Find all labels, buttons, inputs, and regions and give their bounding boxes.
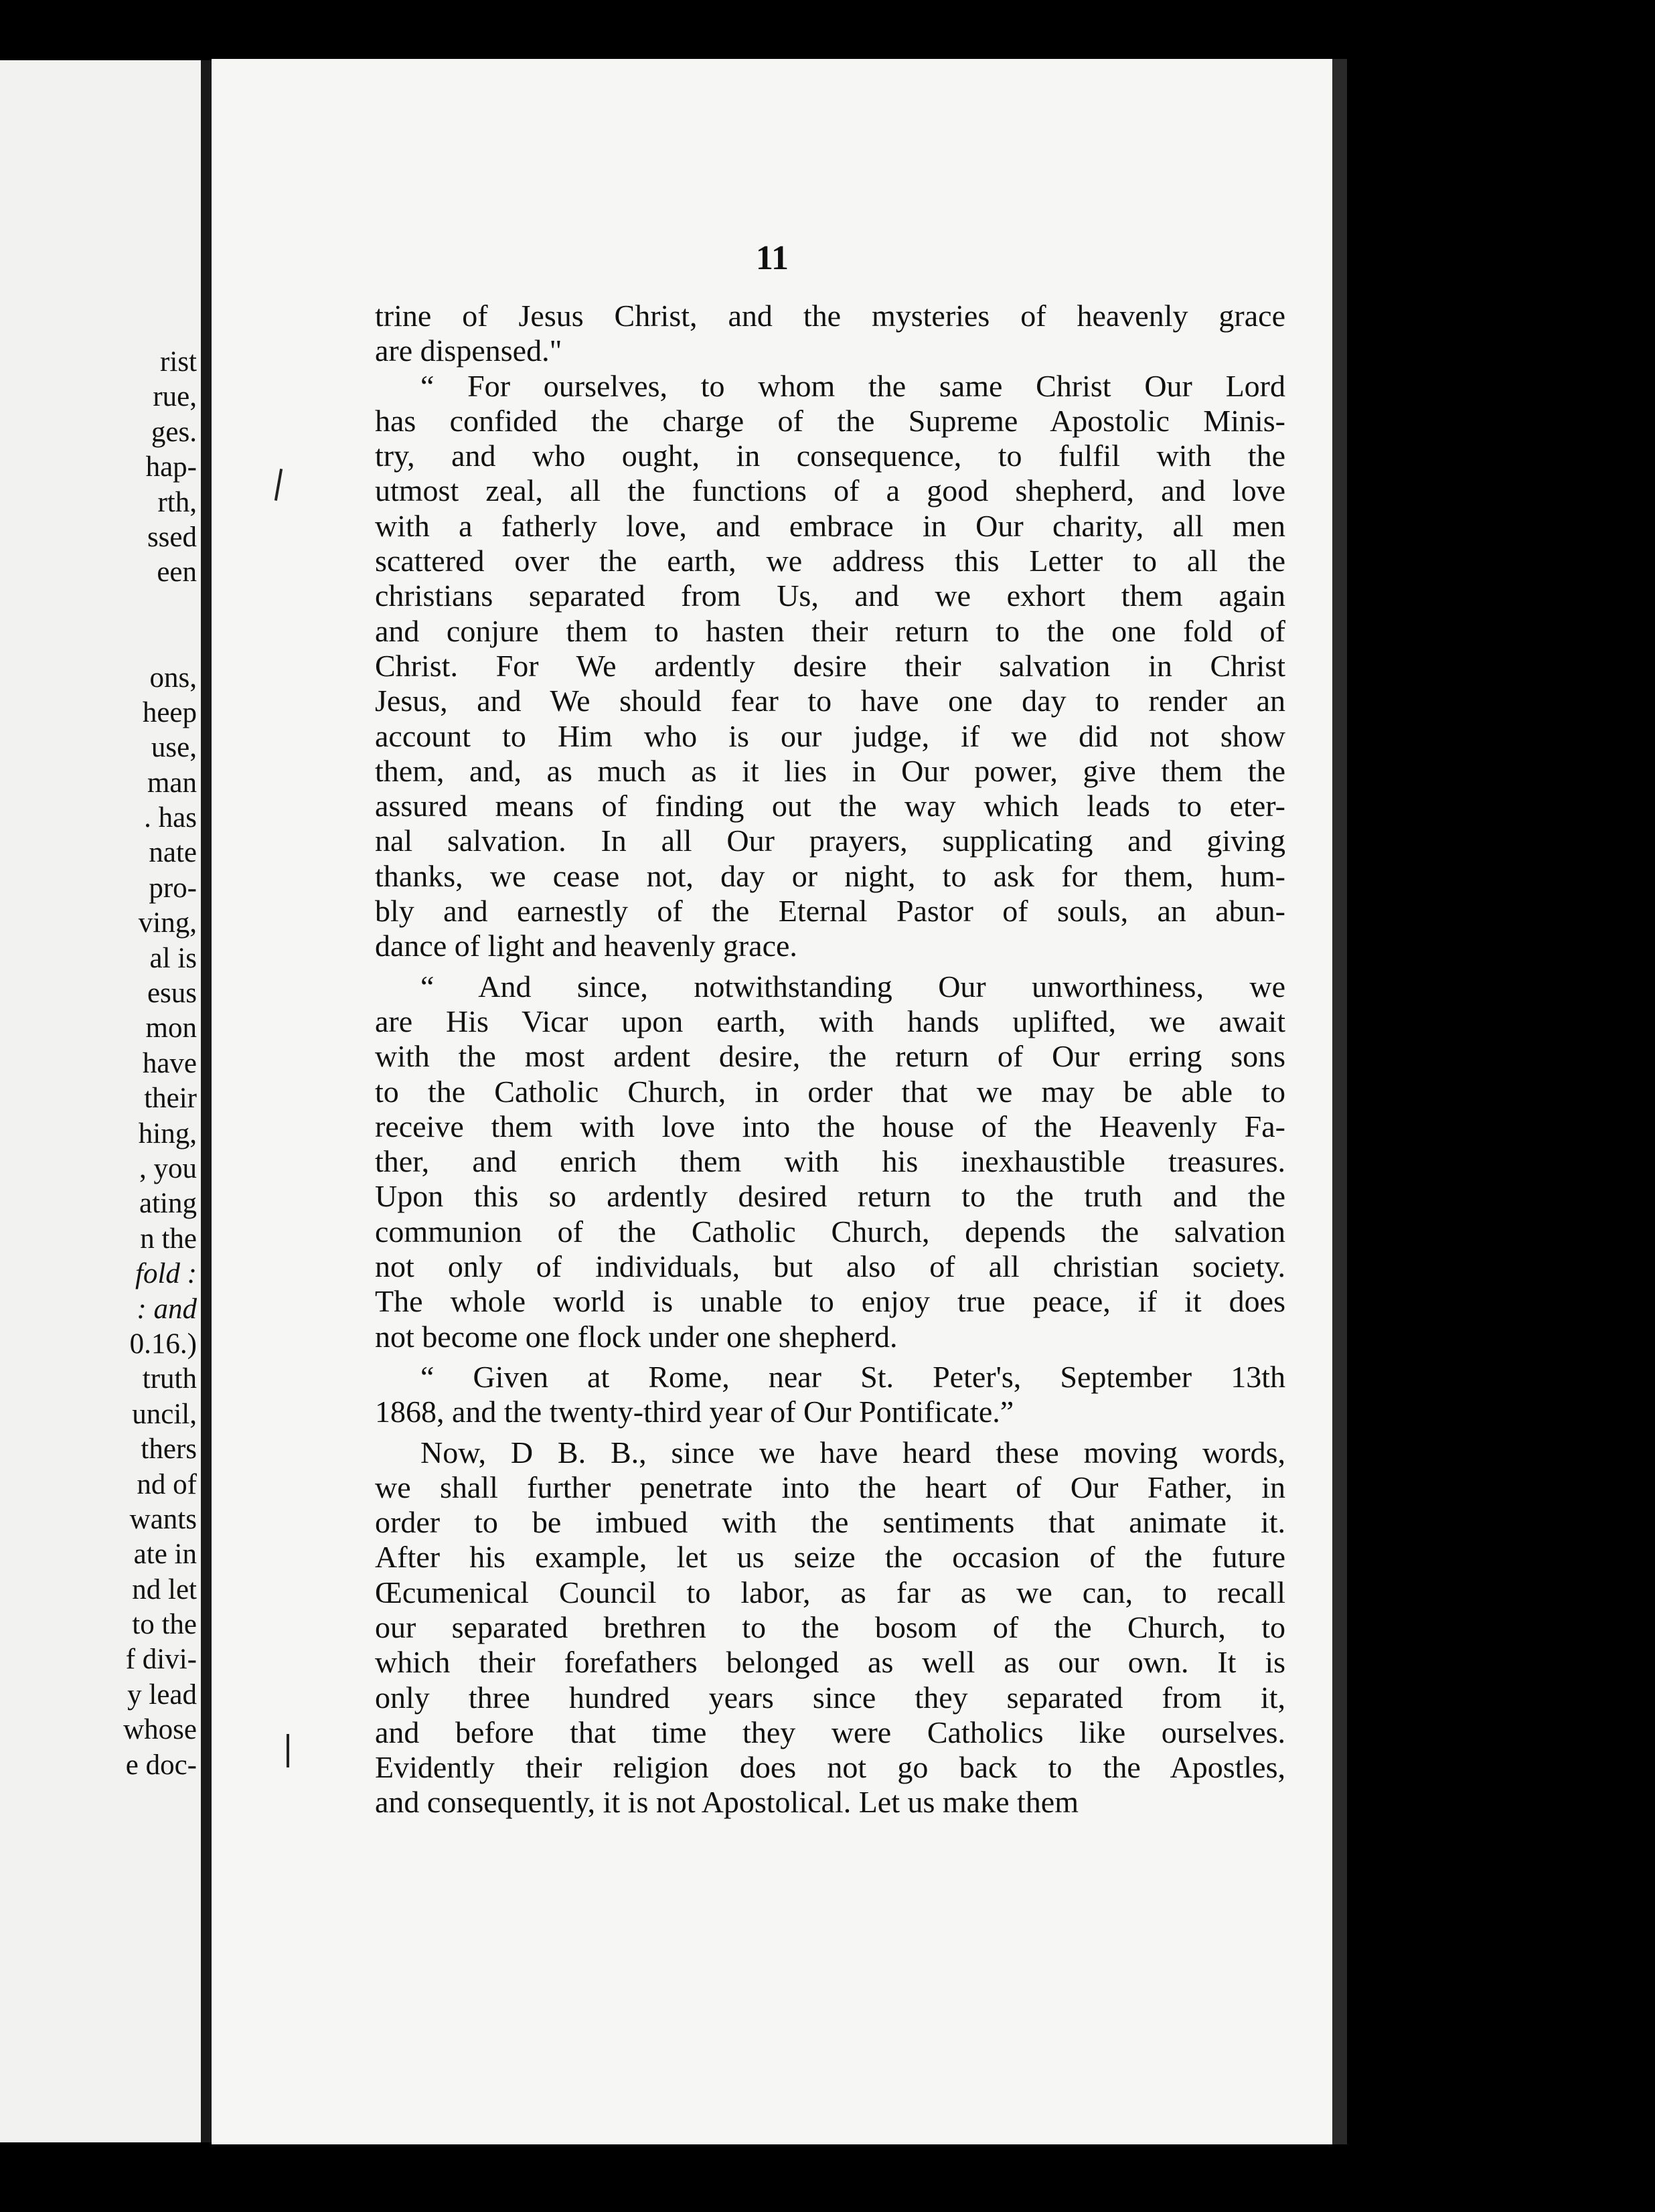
previous-page-line: rist — [160, 346, 197, 378]
paragraph-gap — [375, 1354, 1285, 1360]
previous-page-line: nd of — [137, 1468, 197, 1500]
text-line: are His Vicar upon earth, with hands uplifted, we await — [375, 1004, 1285, 1038]
previous-page-line: n the — [140, 1222, 197, 1255]
text-line: and consequently, it is not Apostolical. Let us make them — [375, 1785, 1079, 1820]
previous-page-line: uncil, — [132, 1398, 197, 1430]
previous-page-line: thers — [141, 1433, 197, 1466]
previous-page-line: y lead — [127, 1678, 197, 1711]
previous-page-line: use, — [151, 732, 197, 764]
previous-page-line: nd let — [132, 1573, 197, 1605]
previous-page-line: whose — [123, 1714, 197, 1746]
previous-page-text — [123, 345, 197, 1783]
text-line: After his example, let us seize the occasion of the future — [375, 1540, 1285, 1575]
book-page — [212, 59, 1340, 2144]
previous-page-line: e doc- — [125, 1749, 197, 1781]
previous-page-line: esus — [147, 977, 197, 1010]
text-line: Jesus, and We should fear to have one day to render an — [375, 684, 1285, 718]
previous-page-line: : and — [137, 1293, 197, 1325]
text-line: Œcumenical Council to labor, as far as we can, to recall — [375, 1575, 1285, 1609]
previous-page-line: their — [144, 1083, 197, 1115]
previous-page-line: , you — [139, 1152, 197, 1184]
text-line: 1868, and the twenty-third year of Our Pontificate.” — [375, 1395, 1014, 1429]
text-line: ther, and enrich them with his inexhaustible treasures. — [375, 1144, 1285, 1179]
text-line: and before that time they were Catholics like ourselves. — [375, 1715, 1285, 1749]
previous-page-line: heep — [142, 696, 197, 728]
text-line: “ Given at Rome, near St. Peter's, September 13th — [420, 1359, 1285, 1394]
previous-page-line: een — [157, 556, 197, 588]
scan-mark — [287, 1734, 289, 1767]
text-line: with a fatherly love, and embrace in Our charity, all men — [375, 508, 1285, 543]
text-line: communion of the Catholic Church, depends the salvation — [375, 1214, 1285, 1249]
previous-page-line: fold : — [135, 1258, 197, 1290]
page-body-text — [375, 299, 1285, 1820]
text-line: to the Catholic Church, in order that we may be able to — [375, 1074, 1285, 1109]
text-line: nal salvation. In all Our prayers, supplicating and giving — [375, 823, 1285, 858]
text-line: “ For ourselves, to whom the same Christ Our Lord — [420, 368, 1285, 403]
text-line: utmost zeal, all the functions of a good shepherd, and love — [375, 473, 1285, 508]
previous-page-line: to the — [132, 1609, 197, 1641]
previous-page-line: hing, — [138, 1117, 197, 1150]
text-line: “ And since, notwithstanding Our unworthiness, we — [420, 969, 1285, 1004]
previous-page-line: hap- — [145, 451, 197, 483]
text-line: thanks, we cease not, day or night, to ask for them, hum- — [375, 858, 1285, 893]
text-line: them, and, as much as it lies in Our power, give them the — [375, 753, 1285, 788]
paragraph-gap — [375, 964, 1285, 969]
previous-page-line: pro- — [149, 872, 197, 904]
text-line: Now, D B. B., since we have heard these moving words, — [420, 1435, 1285, 1470]
previous-page-line — [123, 590, 197, 625]
previous-page-line: truth — [142, 1363, 197, 1395]
text-line: not only of individuals, but also of all christian society. — [375, 1249, 1285, 1284]
text-line: dance of light and heavenly grace. — [375, 929, 797, 963]
text-line: Christ. For We ardently desire their salvation in Christ — [375, 648, 1285, 683]
text-line: account to Him who is our judge, if we did not show — [375, 718, 1285, 753]
page-gutter — [201, 60, 212, 2142]
previous-page-line: wants — [129, 1503, 197, 1535]
text-line: we shall further penetrate into the heart of Our Father, in — [375, 1470, 1285, 1504]
previous-page-line: ating — [139, 1188, 197, 1220]
text-line: Upon this so ardently desired return to the truth and the — [375, 1179, 1285, 1214]
text-line: our separated brethren to the bosom of the Church, to — [375, 1609, 1285, 1644]
previous-page-line: mon — [145, 1012, 197, 1044]
previous-page-line — [123, 625, 197, 660]
previous-page-line: man — [147, 767, 197, 799]
page-edge-shadow — [1332, 59, 1347, 2144]
text-line: trine of Jesus Christ, and the mysteries of heavenly grace — [375, 299, 1285, 333]
text-line: which their forefathers belonged as well as our own. It is — [375, 1645, 1285, 1680]
text-line: receive them with love into the house of the Heavenly Fa- — [375, 1109, 1285, 1143]
text-line: and conjure them to hasten their return to the one fold of — [375, 613, 1285, 648]
previous-page-line: ate in — [133, 1538, 197, 1571]
previous-page-line: nate — [149, 837, 197, 869]
text-line: try, and who ought, in consequence, to fulfil with the — [375, 439, 1285, 473]
previous-page-line: rth, — [157, 486, 197, 518]
text-line: has confided the charge of the Supreme Apostolic Minis- — [375, 403, 1285, 438]
text-line: bly and earnestly of the Eternal Pastor of souls, an abun- — [375, 894, 1285, 929]
text-line: are dispensed." — [375, 333, 562, 368]
text-line: scattered over the earth, we address this Letter to all the — [375, 544, 1285, 578]
text-line: not become one flock under one shepherd. — [375, 1319, 898, 1354]
previous-page-line: al is — [149, 942, 197, 974]
previous-page-line: . has — [144, 802, 197, 834]
text-line: order to be imbued with the sentiments that animate it. — [375, 1505, 1285, 1540]
previous-page-line: ons, — [149, 661, 197, 694]
text-line: assured means of finding out the way which leads to eter- — [375, 789, 1285, 823]
text-line: with the most ardent desire, the return of Our erring sons — [375, 1039, 1285, 1074]
previous-page-line: ssed — [147, 521, 197, 553]
previous-page-line: f divi- — [125, 1644, 197, 1676]
text-line: Evidently their religion does not go back to the Apostles, — [375, 1750, 1285, 1785]
previous-page-line: ges. — [151, 416, 197, 448]
text-line: The whole world is unable to enjoy true peace, if it does — [375, 1284, 1285, 1319]
paragraph-gap — [375, 1430, 1285, 1435]
page-number: 11 — [755, 239, 789, 277]
text-line: christians separated from Us, and we exhort them again — [375, 578, 1285, 613]
previous-page-line: rue, — [153, 381, 197, 413]
previous-page-line: ving, — [138, 907, 197, 939]
previous-page-line: have — [142, 1047, 197, 1079]
previous-page-line: 0.16.) — [129, 1328, 197, 1360]
text-line: only three hundred years since they separated from it, — [375, 1680, 1285, 1715]
previous-page-fragment — [0, 60, 201, 2142]
